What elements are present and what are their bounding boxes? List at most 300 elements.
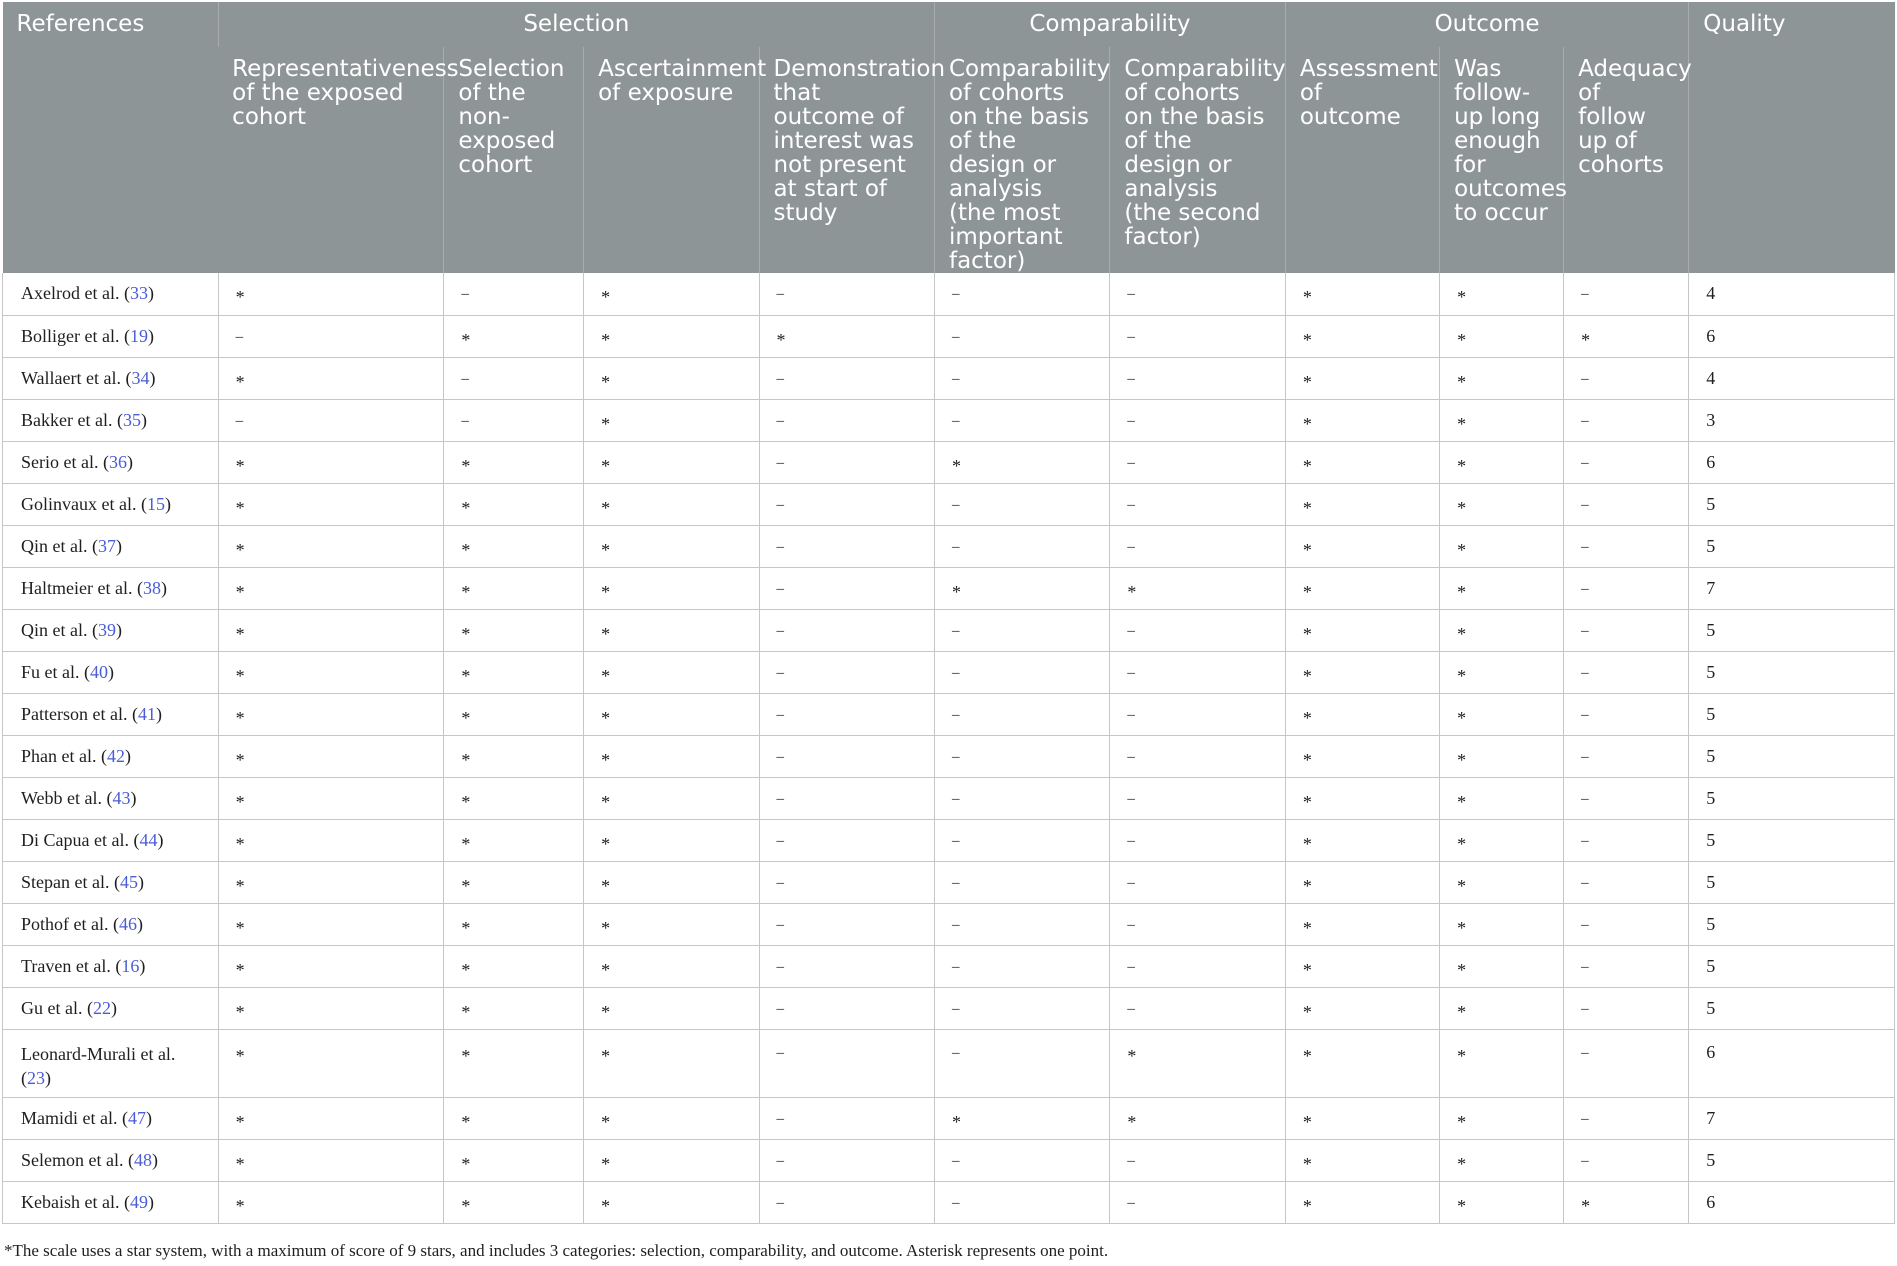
score-cell: [584, 1139, 759, 1181]
reference-author: Axelrod et al. (: [21, 283, 130, 304]
star-mark: *: [1302, 1001, 1312, 1022]
dash-mark: –: [951, 706, 960, 723]
reference-close-paren: ): [149, 367, 156, 388]
star-mark: *: [1302, 707, 1312, 728]
sub-header-row: [3, 47, 1895, 273]
header-non-exposed-selection: Selection of the non-exposed cohort: [444, 47, 584, 273]
score-cell: [759, 693, 934, 735]
score-cell: [1285, 819, 1439, 861]
star-mark: *: [461, 1045, 471, 1066]
score-cell: [584, 483, 759, 525]
reference-close-paren: ): [140, 409, 147, 430]
citation-link[interactable]: 19: [129, 325, 148, 346]
score-cell: [444, 1181, 584, 1223]
table-body: [3, 273, 1895, 1223]
star-mark: *: [461, 497, 471, 518]
score-cell: [1440, 693, 1564, 735]
reference-close-paren: ): [155, 703, 162, 724]
score-cell: [444, 945, 584, 987]
score-cell: [1110, 525, 1285, 567]
star-mark: *: [1457, 287, 1467, 308]
score-cell: [218, 861, 444, 903]
score-cell: [1440, 987, 1564, 1029]
dash-mark: –: [1127, 328, 1135, 345]
reference-cell: [3, 399, 219, 441]
dash-mark: –: [1127, 790, 1135, 807]
reference-author: Stepan et al. (: [21, 871, 120, 892]
star-mark: *: [601, 749, 611, 770]
score-cell: [934, 777, 1109, 819]
star-mark: *: [601, 1195, 611, 1216]
score-cell: [1440, 1097, 1564, 1139]
score-cell: [1564, 819, 1689, 861]
score-cell: [1440, 777, 1564, 819]
dash-mark: –: [1581, 412, 1589, 429]
table-row: [3, 819, 1895, 861]
dash-mark: –: [1127, 832, 1135, 849]
star-mark: *: [235, 959, 245, 980]
citation-link[interactable]: 40: [90, 661, 108, 682]
star-mark: *: [461, 623, 471, 644]
dash-mark: –: [1581, 1044, 1589, 1061]
table-row: [3, 1181, 1895, 1223]
star-mark: *: [1457, 1195, 1467, 1216]
score-cell: [1564, 861, 1689, 903]
reference-cell: [3, 735, 219, 777]
reference-cell: [3, 273, 219, 315]
citation-link[interactable]: 39: [97, 619, 116, 640]
score-cell: [759, 651, 934, 693]
star-mark: *: [1457, 1153, 1467, 1174]
score-cell: [1440, 441, 1564, 483]
score-cell: [218, 945, 444, 987]
dash-mark: –: [1581, 748, 1589, 765]
star-mark: *: [461, 455, 471, 476]
reference-cell: [3, 1181, 219, 1223]
reference-cell: [3, 1029, 219, 1097]
dash-mark: –: [776, 1044, 785, 1061]
reference-close-paren: ): [147, 325, 154, 346]
dash-mark: –: [951, 832, 960, 849]
table-row: [3, 651, 1895, 693]
score-cell: [759, 1029, 934, 1097]
star-mark: *: [461, 959, 471, 980]
quality-score-cell: 5: [1689, 861, 1895, 903]
star-mark: *: [601, 1045, 611, 1066]
reference-cell: [3, 1139, 219, 1181]
score-cell: [444, 987, 584, 1029]
score-cell: [934, 399, 1109, 441]
quality-score-cell: 5: [1689, 693, 1895, 735]
dash-mark: –: [461, 412, 469, 429]
star-mark: *: [1302, 413, 1312, 434]
score-cell: [1440, 483, 1564, 525]
citation-link[interactable]: 46: [118, 913, 137, 934]
star-mark: *: [235, 1045, 245, 1066]
reference-close-paren: ): [157, 829, 164, 850]
star-mark: *: [601, 1153, 611, 1174]
star-mark: *: [235, 539, 245, 560]
score-cell: [1285, 357, 1439, 399]
score-cell: [1564, 651, 1689, 693]
dash-mark: –: [776, 874, 785, 891]
score-cell: [934, 1139, 1109, 1181]
score-cell: [1110, 861, 1285, 903]
citation-link[interactable]: 16: [121, 955, 140, 976]
star-mark: *: [601, 539, 611, 560]
reference-cell: [3, 609, 219, 651]
score-cell: [444, 861, 584, 903]
star-mark: *: [1302, 749, 1312, 770]
table-row: [3, 987, 1895, 1029]
quality-score-cell: 5: [1689, 609, 1895, 651]
reference-close-paren: ): [130, 787, 137, 808]
header-comparability-most-important: Comparability of cohorts on the basis of the design or analysis (the most important factor): [934, 47, 1109, 273]
reference-close-paren: ): [147, 283, 154, 304]
dash-mark: –: [1581, 286, 1589, 303]
score-cell: [1440, 1029, 1564, 1097]
reference-author: Patterson et al. (: [21, 703, 138, 724]
dash-mark: –: [1127, 370, 1135, 387]
score-cell: [218, 819, 444, 861]
star-mark: *: [1457, 623, 1467, 644]
score-cell: [934, 735, 1109, 777]
score-cell: [1440, 357, 1564, 399]
citation-link[interactable]: 48: [133, 1149, 152, 1170]
reference-author: Mamidi et al. (: [21, 1107, 128, 1128]
dash-mark: –: [1581, 580, 1589, 597]
score-cell: [1440, 567, 1564, 609]
citation-link[interactable]: 41: [137, 703, 156, 724]
table-row: [3, 1029, 1895, 1097]
score-cell: [444, 567, 584, 609]
dash-mark: –: [951, 412, 960, 429]
score-cell: [934, 315, 1109, 357]
star-mark: *: [776, 329, 786, 350]
reference-cell: [3, 483, 219, 525]
reference-author: Haltmeier et al. (: [21, 577, 143, 598]
star-mark: *: [1302, 329, 1312, 350]
score-cell: [1564, 987, 1689, 1029]
score-cell: [218, 693, 444, 735]
reference-close-paren: ): [147, 1191, 154, 1212]
reference-close-paren: ): [115, 535, 122, 556]
quality-score-cell: 3: [1689, 399, 1895, 441]
score-cell: [218, 777, 444, 819]
reference-cell: [3, 861, 219, 903]
quality-assessment-table: [2, 2, 1895, 1224]
score-cell: [934, 483, 1109, 525]
quality-score-cell: 5: [1689, 735, 1895, 777]
score-cell: [1440, 525, 1564, 567]
star-mark: *: [1457, 1001, 1467, 1022]
star-mark: *: [601, 371, 611, 392]
dash-mark: –: [776, 370, 785, 387]
dash-mark: –: [776, 664, 785, 681]
score-cell: [1285, 1139, 1439, 1181]
star-mark: *: [235, 623, 245, 644]
score-cell: [1110, 315, 1285, 357]
score-cell: [1564, 399, 1689, 441]
dash-mark: –: [1127, 286, 1135, 303]
score-cell: [934, 273, 1109, 315]
star-mark: *: [235, 917, 245, 938]
score-cell: [759, 819, 934, 861]
score-cell: [1440, 315, 1564, 357]
score-cell: [1110, 693, 1285, 735]
header-representativeness: Representativeness of the exposed cohort: [218, 47, 444, 273]
citation-link[interactable]: 45: [119, 871, 138, 892]
star-mark: *: [235, 833, 245, 854]
score-cell: [1440, 1139, 1564, 1181]
dash-mark: –: [1581, 958, 1589, 975]
dash-mark: –: [776, 1110, 785, 1127]
score-cell: [759, 357, 934, 399]
star-mark: *: [235, 749, 245, 770]
star-mark: *: [1302, 1045, 1312, 1066]
citation-link[interactable]: 34: [131, 367, 150, 388]
table-row: [3, 945, 1895, 987]
citation-link[interactable]: 15: [146, 493, 165, 514]
reference-author: Wallaert et al. (: [21, 367, 132, 388]
citation-link[interactable]: 23: [27, 1067, 45, 1088]
score-cell: [759, 1181, 934, 1223]
score-cell: [444, 735, 584, 777]
score-cell: [1440, 945, 1564, 987]
score-cell: [444, 1097, 584, 1139]
star-mark: *: [235, 1001, 245, 1022]
dash-mark: –: [1581, 538, 1589, 555]
star-mark: *: [1457, 707, 1467, 728]
score-cell: [1440, 399, 1564, 441]
dash-mark: –: [951, 748, 960, 765]
reference-author: Kebaish et al. (: [21, 1191, 130, 1212]
score-cell: [584, 525, 759, 567]
score-cell: [444, 609, 584, 651]
quality-score-cell: 5: [1689, 903, 1895, 945]
score-cell: [1440, 1181, 1564, 1223]
dash-mark: –: [1127, 1194, 1135, 1211]
quality-score-cell: 6: [1689, 1181, 1895, 1223]
score-cell: [1110, 399, 1285, 441]
dash-mark: –: [1581, 916, 1589, 933]
citation-link[interactable]: 37: [97, 535, 116, 556]
reference-close-paren: ): [145, 1107, 152, 1128]
score-cell: [444, 819, 584, 861]
score-cell: [584, 735, 759, 777]
dash-mark: –: [776, 496, 785, 513]
score-cell: [1110, 651, 1285, 693]
dash-mark: –: [1581, 622, 1589, 639]
score-cell: [218, 903, 444, 945]
table-row: [3, 273, 1895, 315]
star-mark: *: [461, 707, 471, 728]
reference-cell: [3, 567, 219, 609]
score-cell: [584, 609, 759, 651]
reference-close-paren: ): [126, 451, 133, 472]
star-mark: *: [461, 1001, 471, 1022]
star-mark: *: [601, 707, 611, 728]
score-cell: [218, 735, 444, 777]
score-cell: [1564, 777, 1689, 819]
score-cell: [1110, 273, 1285, 315]
dash-mark: –: [1581, 1110, 1589, 1127]
citation-link[interactable]: 36: [108, 451, 127, 472]
star-mark: *: [1457, 959, 1467, 980]
score-cell: [934, 441, 1109, 483]
reference-author: Bakker et al. (: [21, 409, 123, 430]
star-mark: *: [235, 455, 245, 476]
star-mark: *: [601, 875, 611, 896]
dash-mark: –: [776, 1152, 785, 1169]
score-cell: [759, 735, 934, 777]
reference-author: Qin et al. (: [21, 535, 98, 556]
star-mark: *: [601, 287, 611, 308]
score-cell: [444, 315, 584, 357]
score-cell: [1285, 441, 1439, 483]
citation-link[interactable]: 44: [139, 829, 158, 850]
star-mark: *: [461, 1111, 471, 1132]
reference-cell: [3, 693, 219, 735]
score-cell: [1285, 987, 1439, 1029]
dash-mark: –: [951, 286, 960, 303]
score-cell: [1285, 1097, 1439, 1139]
score-cell: [1440, 861, 1564, 903]
score-cell: [1110, 441, 1285, 483]
star-mark: *: [1302, 539, 1312, 560]
score-cell: [584, 315, 759, 357]
dash-mark: –: [776, 580, 785, 597]
dash-mark: –: [1127, 874, 1135, 891]
score-cell: [1564, 609, 1689, 651]
quality-score-cell: 6: [1689, 315, 1895, 357]
citation-link[interactable]: 42: [106, 745, 125, 766]
star-mark: *: [1302, 665, 1312, 686]
score-cell: [1440, 819, 1564, 861]
dash-mark: –: [951, 664, 960, 681]
citation-link[interactable]: 35: [122, 409, 141, 430]
star-mark: *: [601, 791, 611, 812]
reference-author: Di Capua et al. (: [21, 829, 140, 850]
score-cell: [1285, 273, 1439, 315]
score-cell: [584, 903, 759, 945]
star-mark: *: [951, 581, 961, 602]
citation-link[interactable]: 47: [127, 1107, 146, 1128]
score-cell: [1285, 1029, 1439, 1097]
score-cell: [584, 399, 759, 441]
star-mark: *: [1457, 371, 1467, 392]
quality-score-cell: 4: [1689, 357, 1895, 399]
score-cell: [1440, 609, 1564, 651]
star-mark: *: [235, 371, 245, 392]
score-cell: [1110, 567, 1285, 609]
score-cell: [1564, 1029, 1689, 1097]
score-cell: [1110, 357, 1285, 399]
star-mark: *: [1302, 581, 1312, 602]
score-cell: [444, 651, 584, 693]
star-mark: *: [1457, 413, 1467, 434]
score-cell: [444, 693, 584, 735]
star-mark: *: [1127, 1111, 1137, 1132]
star-mark: *: [1302, 1111, 1312, 1132]
header-references: References: [3, 2, 219, 273]
star-mark: *: [1302, 875, 1312, 896]
footnote: *The scale uses a star system, with a maximum of score of 9 stars, and includes 3 categories: selection, comparability, and outcome. Asterisk represents one point.: [4, 1241, 1109, 1260]
header-quality: Quality: [1689, 2, 1895, 273]
score-cell: [759, 1097, 934, 1139]
score-cell: [1285, 651, 1439, 693]
star-mark: *: [951, 1111, 961, 1132]
dash-mark: –: [951, 370, 960, 387]
reference-close-paren: ): [108, 661, 114, 682]
dash-mark: –: [951, 328, 960, 345]
reference-cell: [3, 819, 219, 861]
header-selection: Selection: [218, 2, 934, 47]
table-row: [3, 483, 1895, 525]
reference-close-paren: ): [139, 955, 146, 976]
star-mark: *: [235, 1111, 245, 1132]
group-header-row: [3, 2, 1895, 47]
score-cell: [584, 651, 759, 693]
citation-link[interactable]: 33: [129, 283, 148, 304]
score-cell: [218, 1139, 444, 1181]
quality-score-cell: 5: [1689, 1139, 1895, 1181]
star-mark: *: [461, 329, 471, 350]
star-mark: *: [1457, 875, 1467, 896]
score-cell: [759, 945, 934, 987]
score-cell: [218, 1097, 444, 1139]
dash-mark: –: [1127, 958, 1135, 975]
star-mark: *: [235, 497, 245, 518]
score-cell: [1110, 777, 1285, 819]
quality-score-cell: 7: [1689, 1097, 1895, 1139]
score-cell: [759, 441, 934, 483]
citation-link[interactable]: 43: [112, 787, 131, 808]
star-mark: *: [1457, 791, 1467, 812]
star-mark: *: [601, 413, 611, 434]
star-mark: *: [461, 1153, 471, 1174]
table-row: [3, 861, 1895, 903]
star-mark: *: [601, 833, 611, 854]
score-cell: [1285, 1181, 1439, 1223]
reference-close-paren: ): [45, 1067, 51, 1088]
score-cell: [934, 861, 1109, 903]
citation-link[interactable]: 22: [92, 997, 111, 1018]
dash-mark: –: [1581, 790, 1589, 807]
score-cell: [584, 1097, 759, 1139]
reference-close-paren: ): [110, 997, 117, 1018]
score-cell: [1110, 735, 1285, 777]
star-mark: *: [235, 1195, 245, 1216]
dash-mark: –: [951, 790, 960, 807]
reference-author: Traven et al. (: [21, 955, 122, 976]
star-mark: *: [601, 581, 611, 602]
dash-mark: –: [1127, 496, 1135, 513]
reference-cell: [3, 945, 219, 987]
score-cell: [584, 819, 759, 861]
star-mark: *: [1457, 917, 1467, 938]
reference-cell: [3, 1097, 219, 1139]
dash-mark: –: [1127, 706, 1135, 723]
dash-mark: –: [1581, 874, 1589, 891]
citation-link[interactable]: 49: [129, 1191, 148, 1212]
table-header: [3, 2, 1895, 273]
header-follow-up-length: Was follow-up long enough for outcomes to occur: [1440, 47, 1564, 273]
score-cell: [1285, 945, 1439, 987]
score-cell: [1110, 1181, 1285, 1223]
citation-link[interactable]: 38: [142, 577, 161, 598]
dash-mark: –: [1127, 412, 1135, 429]
